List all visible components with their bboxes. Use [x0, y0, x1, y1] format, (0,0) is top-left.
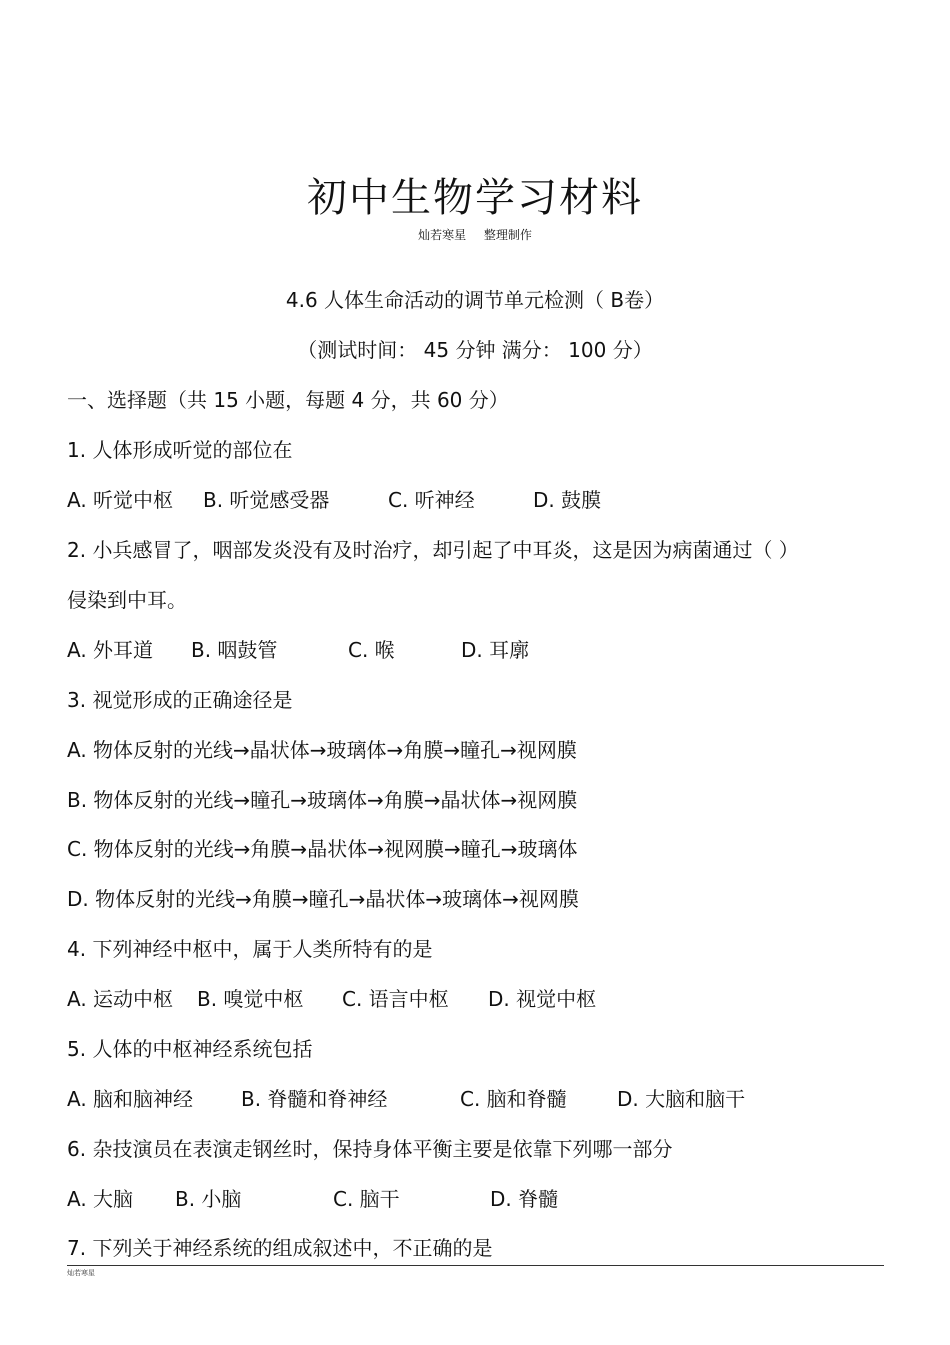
question-6-options: [67, 1183, 907, 1211]
question-1-stem: 1. 人体形成听觉的部位在: [67, 438, 293, 462]
question-3-option-c: C. 物体反射的光线→角膜→晶状体→视网膜→瞳孔→玻璃体: [67, 837, 578, 861]
question-4-stem: 4. 下列神经中枢中，属于人类所特有的是: [67, 937, 433, 961]
option-a: A. 运动中枢: [67, 987, 174, 1011]
question-6-stem: 6. 杂技演员在表演走钢丝时，保持身体平衡主要是依靠下列哪一部分: [67, 1137, 673, 1161]
question-2-stem: 2. 小兵感冒了，咽部发炎没有及时治疗，却引起了中耳炎，这是因为病菌通过（ ）: [67, 538, 799, 562]
option-c: C. 脑干: [333, 1187, 400, 1211]
option-a: A. 大脑: [67, 1187, 134, 1211]
option-a: A. 脑和脑神经: [67, 1087, 194, 1111]
question-5-stem: 5. 人体的中枢神经系统包括: [67, 1037, 313, 1061]
option-d: D. 脊髓: [490, 1187, 559, 1211]
question-7-stem: 7. 下列关于神经系统的组成叙述中，不正确的是: [67, 1236, 493, 1260]
document-subtitle: 灿若寒星 整理制作: [418, 228, 532, 242]
section-heading: 一、选择题（共 15 小题，每题 4 分，共 60 分）: [67, 388, 509, 412]
option-b: B. 咽鼓管: [191, 638, 278, 662]
question-2-stem-continued: 侵染到中耳。: [67, 588, 187, 612]
option-b: B. 脊髓和脊神经: [241, 1087, 388, 1111]
option-c: C. 喉: [348, 638, 395, 662]
option-d: D. 视觉中枢: [488, 987, 597, 1011]
option-d: D. 耳廓: [461, 638, 530, 662]
option-a: A. 听觉中枢: [67, 488, 174, 512]
option-a: A. 外耳道: [67, 638, 154, 662]
question-1-options: [67, 484, 907, 512]
question-5-options: [67, 1083, 907, 1111]
question-3-option-d: D. 物体反射的光线→角膜→瞳孔→晶状体→玻璃体→视网膜: [67, 887, 579, 911]
exam-name: 4.6 人体生命活动的调节单元检测（ B卷）: [285, 288, 665, 312]
option-c: C. 脑和脊髓: [460, 1087, 567, 1111]
option-b: B. 嗅觉中枢: [197, 987, 304, 1011]
question-3-option-b: B. 物体反射的光线→瞳孔→玻璃体→角膜→晶状体→视网膜: [67, 788, 578, 812]
option-b: B. 听觉感受器: [203, 488, 330, 512]
question-4-options: [67, 983, 907, 1011]
option-b: B. 小脑: [175, 1187, 242, 1211]
document-title: 初中生物学习材料: [307, 175, 643, 221]
question-3-option-a: A. 物体反射的光线→晶状体→玻璃体→角膜→瞳孔→视网膜: [67, 738, 577, 762]
footer-divider: [67, 1265, 884, 1266]
option-c: C. 听神经: [388, 488, 475, 512]
footer-text: 灿若寒星: [67, 1269, 95, 1277]
exam-meta: （测试时间： 45 分钟 满分： 100 分）: [297, 338, 653, 362]
option-d: D. 大脑和脑干: [617, 1087, 746, 1111]
option-d: D. 鼓膜: [533, 488, 602, 512]
question-3-stem: 3. 视觉形成的正确途径是: [67, 688, 293, 712]
question-2-options: [67, 634, 907, 662]
option-c: C. 语言中枢: [342, 987, 449, 1011]
